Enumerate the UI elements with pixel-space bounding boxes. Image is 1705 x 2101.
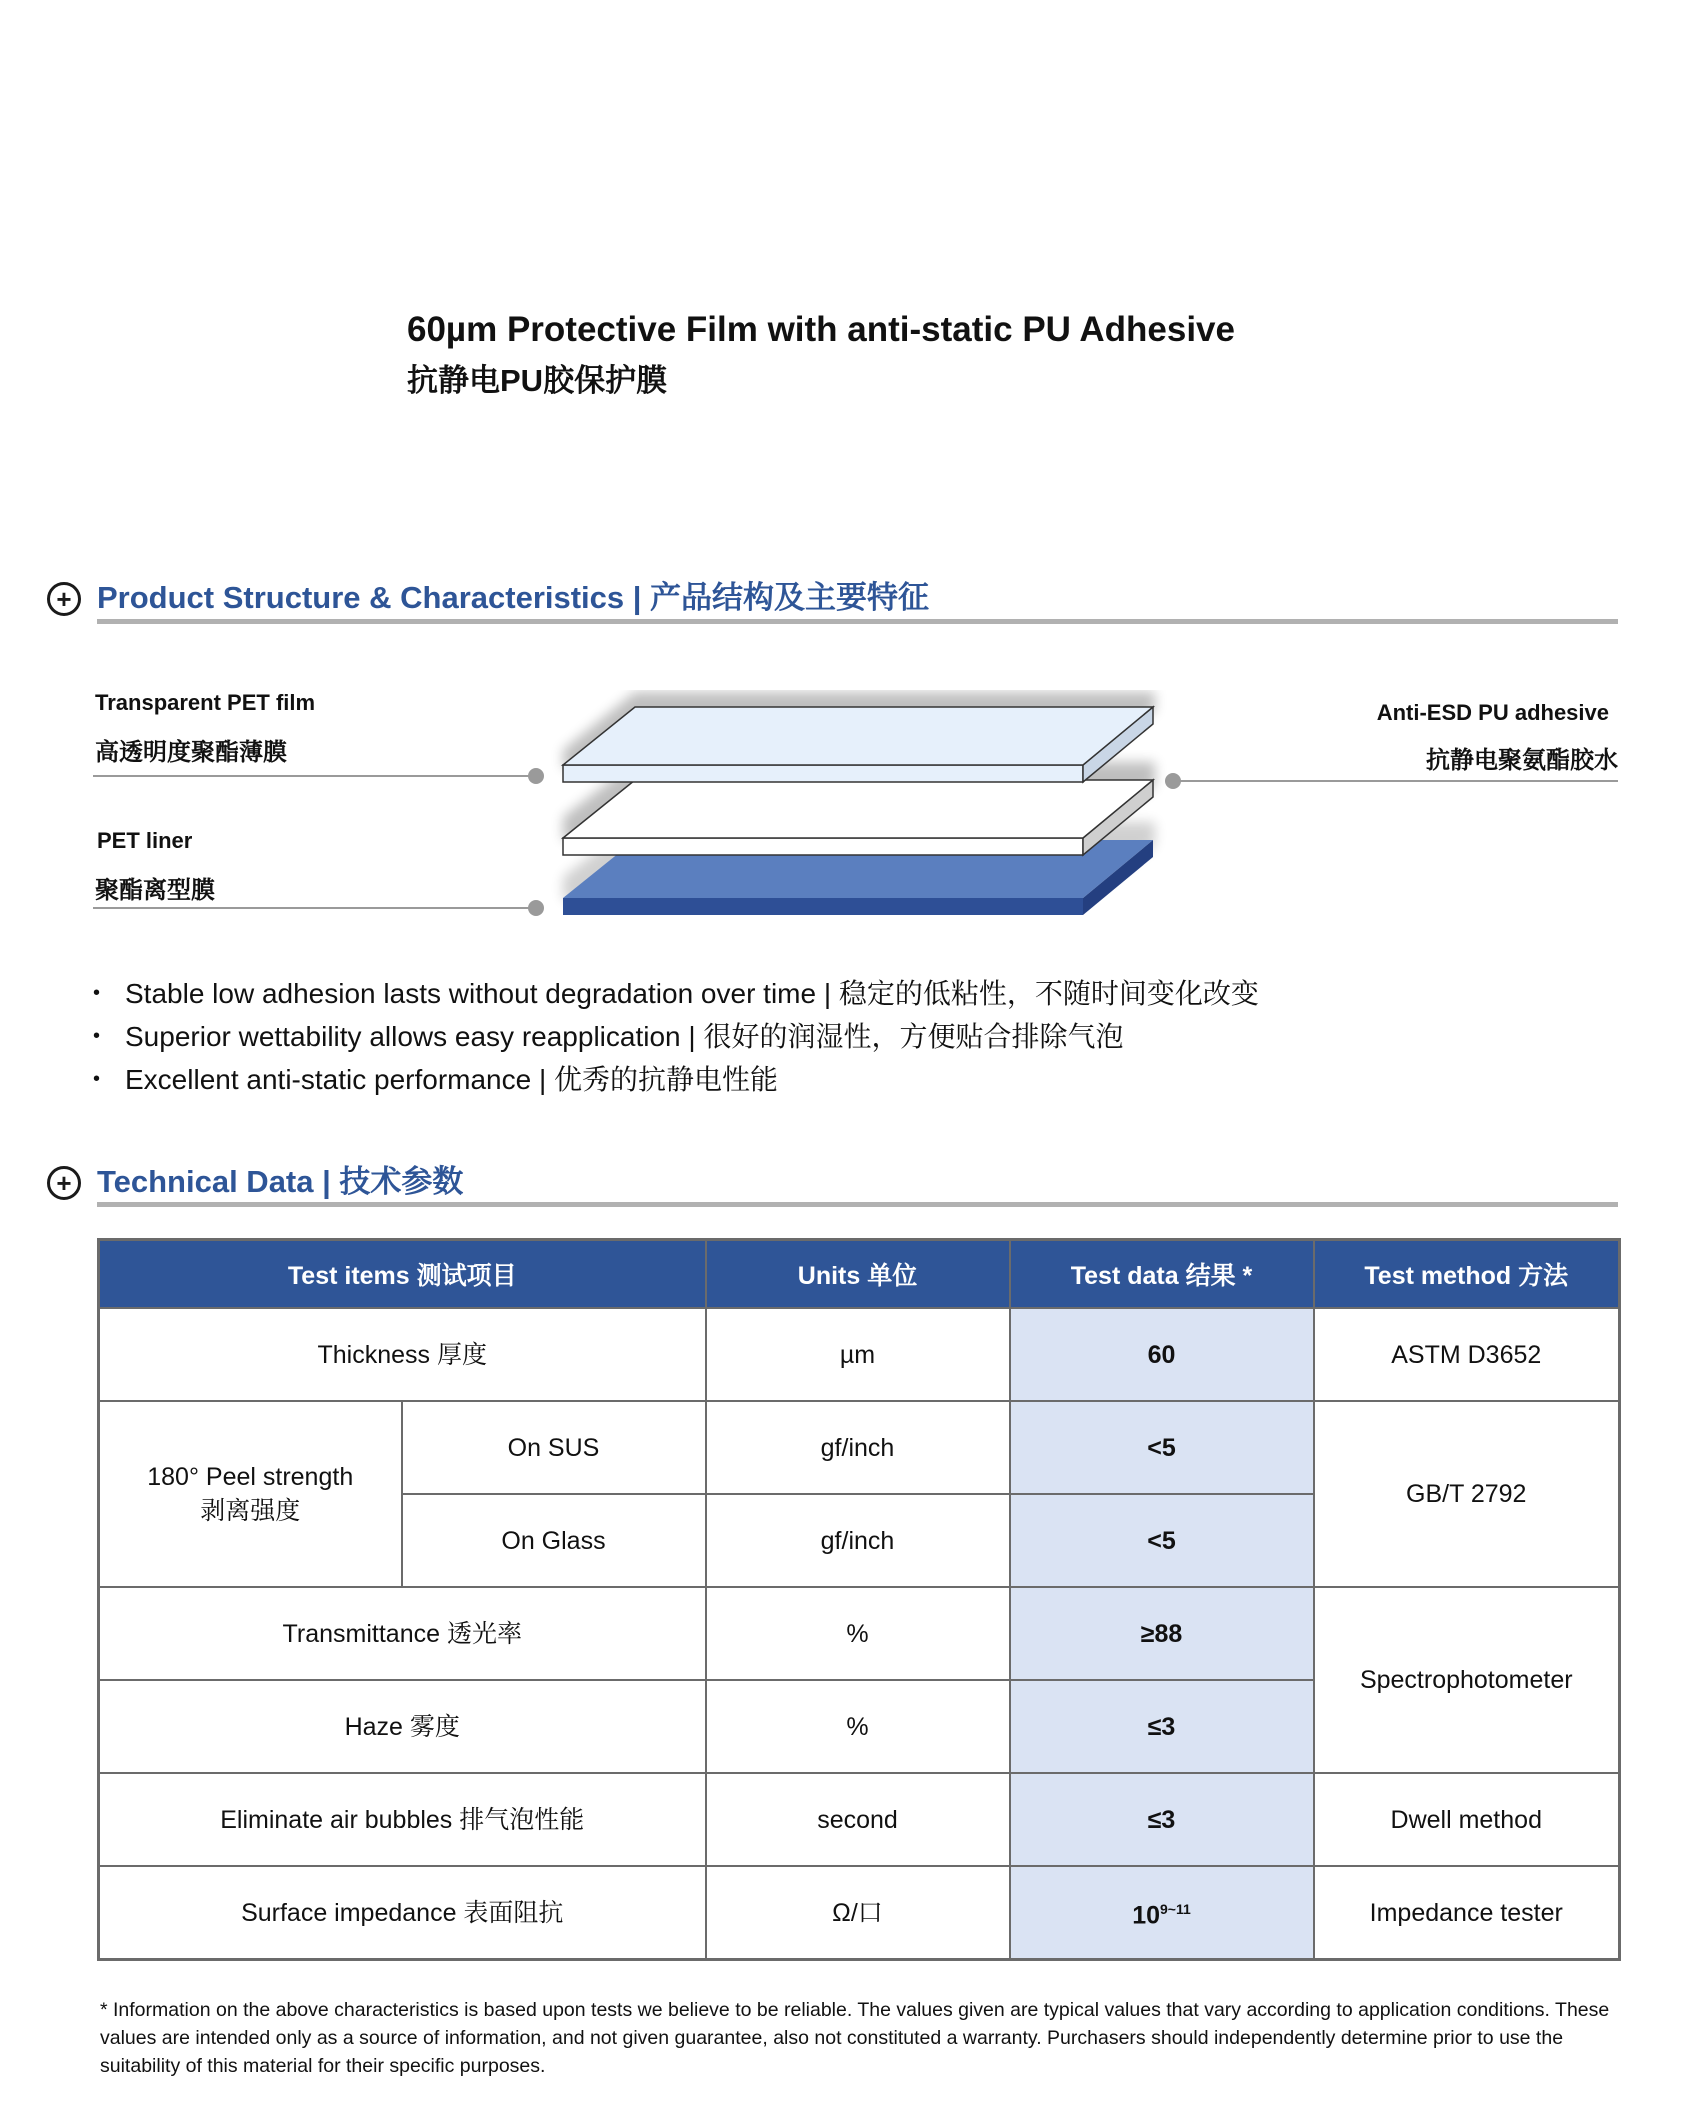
cell-item: Haze 雾度 <box>99 1680 706 1773</box>
section-structure-title: Product Structure & Characteristics | 产品结构及主要特征 <box>97 580 930 615</box>
table-row <box>99 1587 1620 1680</box>
bullet-icon: • <box>93 982 101 1004</box>
cell-item: Thickness 厚度 <box>99 1308 706 1401</box>
feature-list <box>93 972 1259 1101</box>
cell-item: Surface impedance 表面阻抗 <box>99 1866 706 1960</box>
header-test-data: Test data 结果 * <box>1010 1240 1314 1309</box>
list-item: • Stable low adhesion lasts without degradation over time | 稳定的低粘性，不随时间变化改变 <box>93 972 1259 1015</box>
table-row <box>99 1401 1620 1494</box>
section-divider <box>97 1202 1618 1207</box>
product-title-cn: 抗静电PU胶保护膜 <box>407 363 668 398</box>
cell-unit: % <box>706 1587 1010 1680</box>
layer-transparent-pet <box>563 692 1155 782</box>
cell-unit: second <box>706 1773 1010 1866</box>
cell-item: Transmittance 透光率 <box>99 1587 706 1680</box>
bullet-icon: • <box>93 1025 101 1047</box>
list-item: • Excellent anti-static performance | 优秀的抗静电性能 <box>93 1058 1259 1101</box>
section-divider <box>97 619 1618 624</box>
plus-circle-icon: + <box>47 582 81 616</box>
header-units: Units 单位 <box>706 1240 1010 1309</box>
list-item: • Superior wettability allows easy reapplication | 很好的润湿性，方便贴合排除气泡 <box>93 1015 1259 1058</box>
section-technical-title: Technical Data | 技术参数 <box>97 1164 464 1199</box>
header-test-method: Test method 方法 <box>1314 1240 1620 1309</box>
table-row <box>99 1866 1620 1960</box>
cell-subitem: On Glass <box>402 1494 706 1587</box>
label-transparent-pet-en: Transparent PET film <box>95 690 316 715</box>
cell-method: Spectrophotometer <box>1314 1587 1620 1773</box>
label-adhesive-en: Anti-ESD PU adhesive <box>1376 700 1609 725</box>
cell-unit: % <box>706 1680 1010 1773</box>
cell-value: $10^{9\sim 11}$ <box>1010 1866 1314 1960</box>
label-transparent-pet-cn: 高透明度聚酯薄膜 <box>95 739 287 766</box>
footnote: * Information on the above characteristics is based upon tests we believe to be reliable. The values given are typical values that vary according to application conditions. These values are intended only as a source of information, and not given guarantee, also not constituted a warranty. Purchasers should independently determine prior to use the suitability of this material for their specific purposes. <box>100 1999 1610 2077</box>
cell-subitem: On SUS <box>402 1401 706 1494</box>
peel-strength-en: 180° Peel strength <box>147 1463 354 1491</box>
label-pet-liner-cn: 聚酯离型膜 <box>95 877 215 904</box>
peel-strength-cn: 剥离强度 <box>200 1497 301 1525</box>
leader-line <box>93 775 535 777</box>
table-header-row <box>99 1240 1620 1309</box>
bullet-icon: • <box>93 1068 101 1090</box>
cell-unit: gf/inch <box>706 1494 1010 1587</box>
cell-value: <5 <box>1010 1494 1314 1587</box>
leader-line <box>93 907 535 909</box>
cell-value: 60 <box>1010 1308 1314 1401</box>
cell-value: ≥88 <box>1010 1587 1314 1680</box>
header-test-items: Test items 测试项目 <box>99 1240 706 1309</box>
cell-unit: gf/inch <box>706 1401 1010 1494</box>
cell-method: GB/T 2792 <box>1314 1401 1620 1587</box>
label-adhesive-cn: 抗静电聚氨酯胶水 <box>1426 747 1618 774</box>
table-row <box>99 1308 1620 1401</box>
table-row <box>99 1773 1620 1866</box>
plus-circle-icon: + <box>47 1166 81 1200</box>
cell-item-peel <box>99 1401 402 1587</box>
cell-method: Dwell method <box>1314 1773 1620 1866</box>
cell-value: <5 <box>1010 1401 1314 1494</box>
cell-value: ≤3 <box>1010 1680 1314 1773</box>
cell-method: ASTM D3652 <box>1314 1308 1620 1401</box>
label-pet-liner-en: PET liner <box>97 828 193 853</box>
film-layer-diagram <box>540 690 1180 930</box>
cell-value: ≤3 <box>1010 1773 1314 1866</box>
cell-method: Impedance tester <box>1314 1866 1620 1960</box>
technical-data-table <box>97 1238 1621 1961</box>
product-title-en: 60µm Protective Film with anti-static PU Adhesive <box>407 310 1235 349</box>
cell-unit: µm <box>706 1308 1010 1401</box>
leader-line <box>1172 780 1618 782</box>
cell-unit: Ω/口 <box>706 1866 1010 1960</box>
cell-item: Eliminate air bubbles 排气泡性能 <box>99 1773 706 1866</box>
